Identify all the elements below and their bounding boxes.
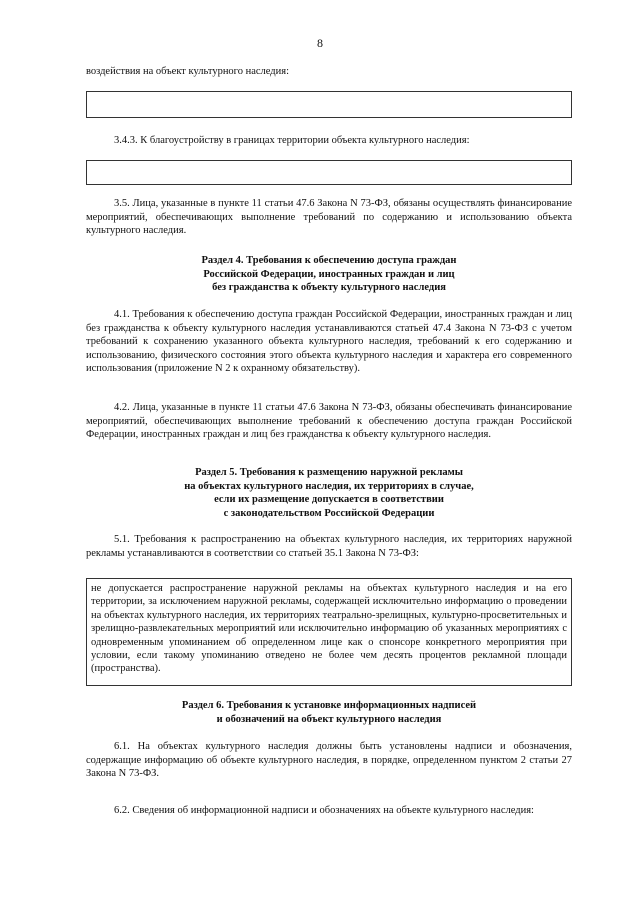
- empty-box-2: [86, 160, 572, 185]
- empty-box-1: [86, 91, 572, 118]
- section-5-title-line-4: с законодательством Российской Федерации: [223, 507, 435, 519]
- section-5-title-line-2: на объектах культурного наследия, их территориях в случае,: [184, 480, 474, 492]
- section-5-title-line-1: Раздел 5. Требования к размещению наружной рекламы: [195, 467, 463, 478]
- paragraph-6-2: 6.2. Сведения об информационной надписи и обозначениях на объекте культурного наследия:: [114, 805, 534, 816]
- page-number: 8: [317, 36, 323, 50]
- section-4-title-line-2: Российской Федерации, иностранных граждан и лиц: [203, 268, 455, 280]
- text-line: воздействия на объект культурного наследия:: [86, 66, 290, 77]
- section-4-title: [86, 254, 572, 295]
- paragraph-4-1: 4.1. Требования к обеспечению доступа граждан Российской Федерации, иностранных граждан и лиц без гражданства к объекту культурного наследия устанавливаются статьей 47.4 Закона N 73-ФЗ с учетом требований к сохранению указанного объекта культурного наследия, требований к его содержанию и использованию, физического состояния этого объекта культурного наследия и характера его современного использования (приложение N 2 к охранному обязательству).: [86, 309, 572, 375]
- section-4-title-line-1: Раздел 4. Требования к обеспечению доступа граждан: [201, 255, 457, 266]
- paragraph-4-2: 4.2. Лица, указанные в пункте 11 статьи 47.6 Закона N 73-ФЗ, обязаны обеспечивать финансирование мероприятий, обеспечивающих выполнение требований к обеспечению доступа граждан Российской Федерации, иностранных граждан и лиц без гражданства к объекту культурного наследия.: [86, 402, 572, 441]
- section-6-title: [86, 699, 572, 726]
- section-4-title-line-3: без гражданства к объекту культурного наследия: [212, 282, 446, 294]
- section-5-title-line-3: если их размещение допускается в соответствии: [214, 494, 444, 506]
- section-5-title: [86, 466, 572, 520]
- advertising-requirements-box: не допускается распространение наружной рекламы на объектах культурного наследия и на его территории, за исключением наружной рекламы, содержащей исключительно информацию о проведении на объектах культурного наследия, их территориях театрально-зрелищных, культурно-просветительных и зрелищно-развлекательных мероприятий или исключительно информацию об указанных мероприятиях с одновременным упоминанием об определенном лице как о спонсоре конкретного мероприятия при условии, если такому упоминанию отведено не более чем десять процентов рекламной площади (пространства).: [86, 578, 572, 686]
- section-6-title-line-2: и обозначений на объект культурного наследия: [216, 713, 442, 725]
- paragraph-6-1: 6.1. На объектах культурного наследия должны быть установлены надписи и обозначения, содержащие информацию об объекте культурного наследия, в порядке, определенном пунктом 2 статьи 27 Закона N 73-ФЗ.: [86, 741, 572, 780]
- item-3-4-3: 3.4.3. К благоустройству в границах территории объекта культурного наследия:: [114, 135, 470, 146]
- item-3-5: 3.5. Лица, указанные в пункте 11 статьи 47.6 Закона N 73-ФЗ, обязаны осуществлять финансирование мероприятий, обеспечивающих выполнение требований по содержанию и использованию объекта культурного наследия.: [86, 198, 572, 237]
- section-6-title-line-1: Раздел 6. Требования к установке информационных надписей: [181, 700, 477, 711]
- paragraph-5-1: 5.1. Требования к распространению на объектах культурного наследия, их территориях наружной рекламы устанавливаются в соответствии со статьей 35.1 Закона N 73-ФЗ:: [86, 534, 572, 559]
